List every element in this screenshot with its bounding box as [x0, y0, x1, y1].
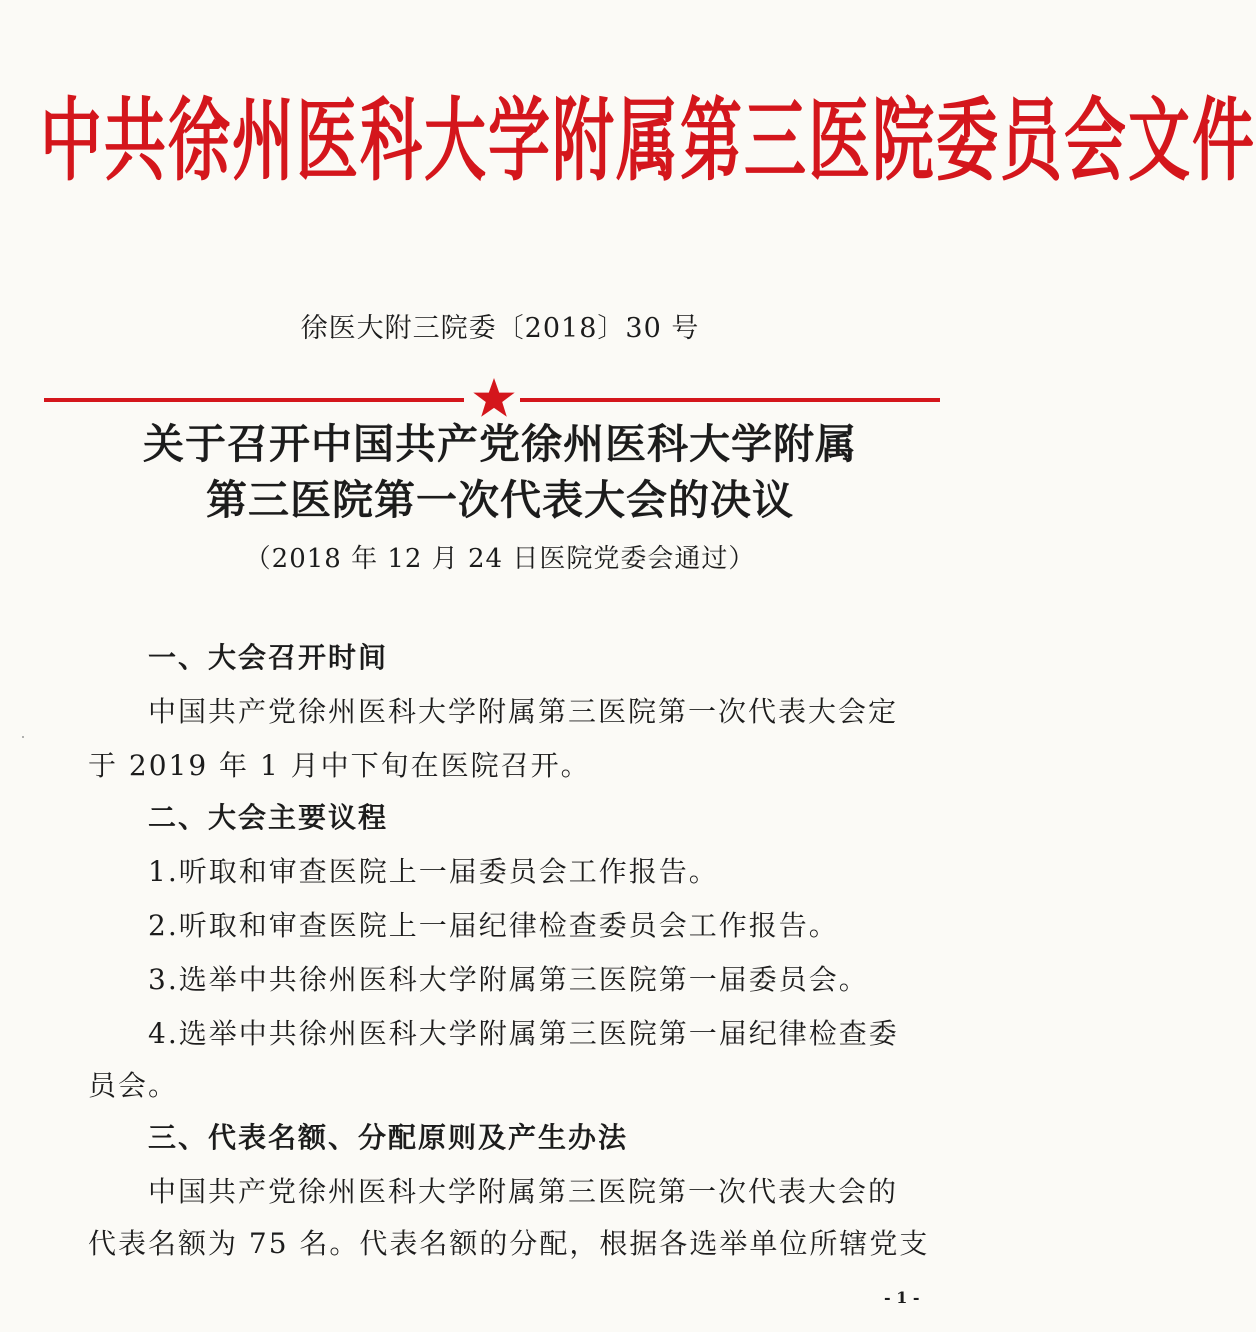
paper-speck	[22, 736, 24, 738]
document-subtitle: （2018 年 12 月 24 日医院党委会通过）	[244, 544, 756, 574]
section-heading: 三、代表名额、分配原则及产生办法	[148, 1121, 629, 1154]
paragraph-line: 中国共产党徐州医科大学附属第三医院第一次代表大会定	[148, 695, 899, 728]
document-title-line-2: 第三医院第一次代表大会的决议	[206, 476, 794, 524]
paragraph-line: 代表名额为 75 名。代表名额的分配，根据各选举单位所辖党支	[88, 1227, 930, 1260]
agenda-item: 1.听取和审查医院上一届委员会工作报告。	[148, 855, 719, 888]
red-star-icon	[472, 376, 516, 420]
divider-left-rule	[44, 398, 464, 402]
paragraph-line: 中国共产党徐州医科大学附属第三医院第一次代表大会的	[148, 1175, 899, 1208]
paragraph-line: 于 2019 年 1 月中下旬在医院召开。	[88, 749, 591, 782]
agenda-item: 2.听取和审查医院上一届纪律检查委员会工作报告。	[148, 909, 839, 942]
section-heading: 一、大会召开时间	[148, 641, 389, 674]
agenda-item-continuation: 员会。	[88, 1069, 179, 1102]
agenda-item: 4.选举中共徐州医科大学附属第三医院第一届纪律检查委	[148, 1017, 899, 1050]
agenda-item: 3.选举中共徐州医科大学附属第三医院第一届委员会。	[148, 963, 869, 996]
page-number: - 1 -	[884, 1288, 920, 1307]
divider-right-rule	[520, 398, 940, 402]
document-number: 徐医大附三院委〔2018〕30 号	[300, 313, 700, 344]
section-heading: 二、大会主要议程	[148, 801, 389, 834]
document-masthead: 中共徐州医科大学附属第三医院委员会文件	[40, 87, 1256, 194]
document-title-line-1: 关于召开中国共产党徐州医科大学附属	[143, 420, 857, 468]
